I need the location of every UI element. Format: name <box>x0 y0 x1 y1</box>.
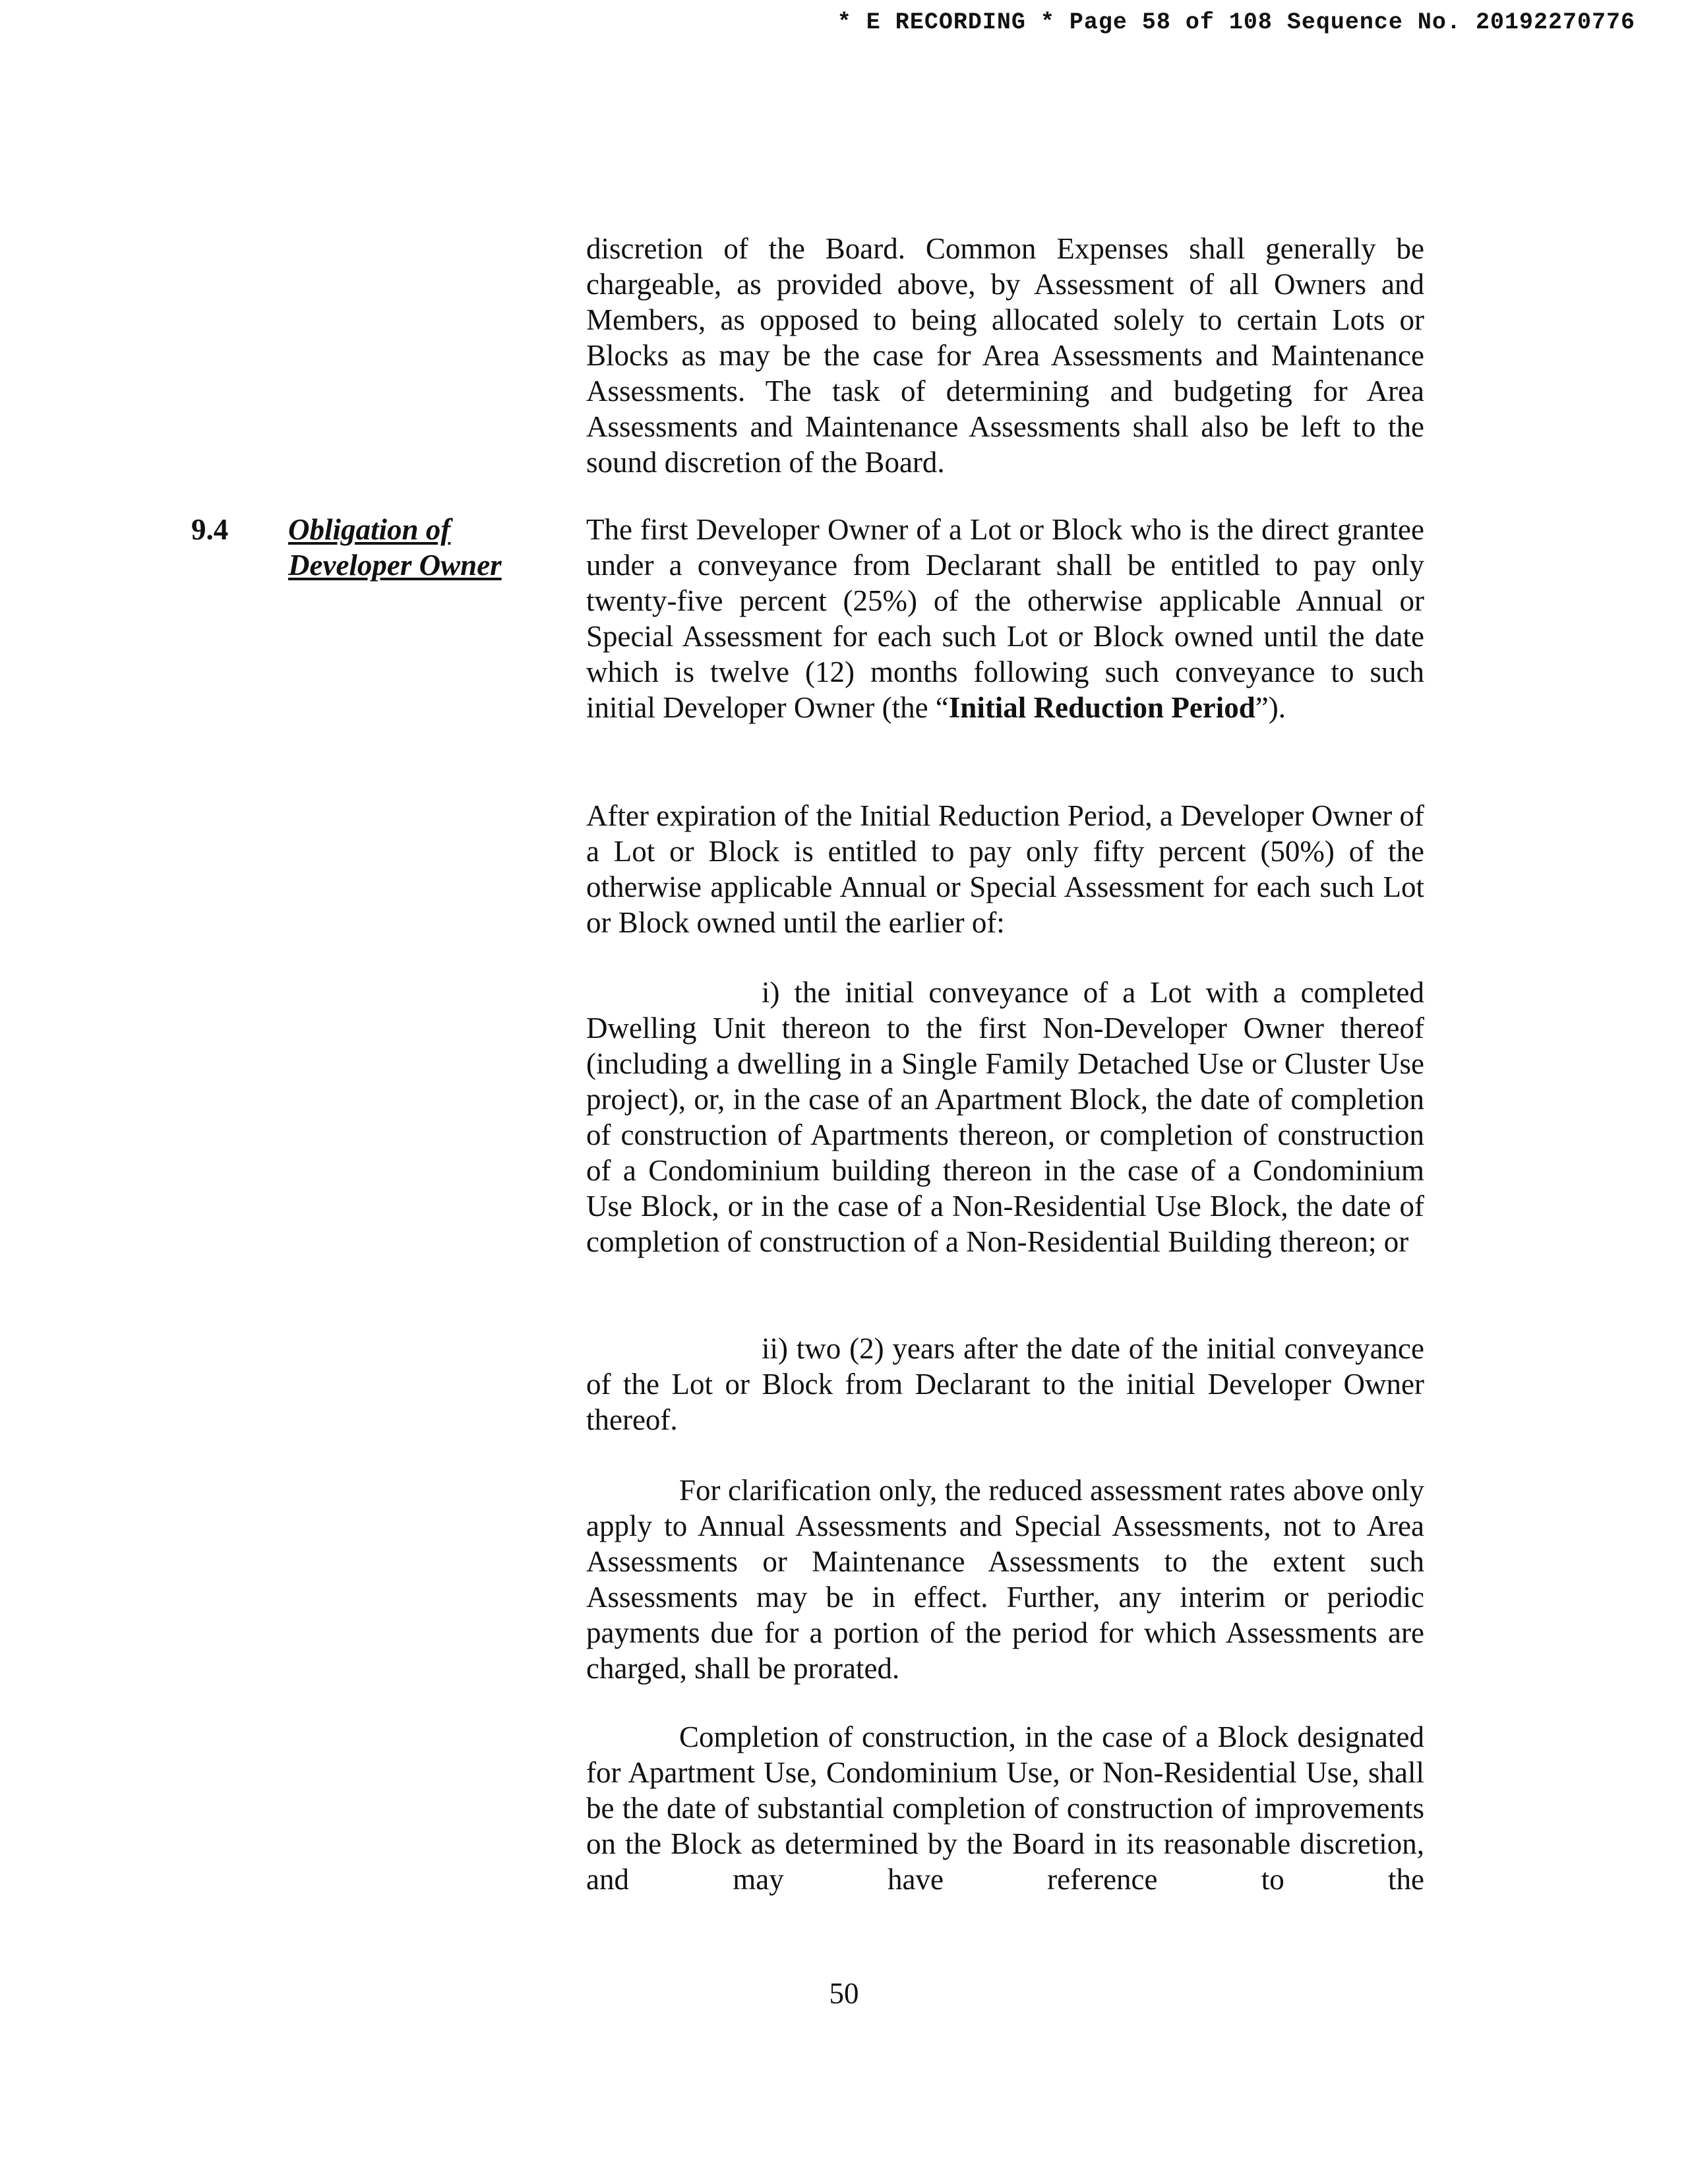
defined-term-initial-reduction-period: Initial Reduction Period <box>948 691 1255 724</box>
section-title-line-2: Developer Owner <box>288 549 502 582</box>
section-number: 9.4 <box>191 513 229 546</box>
continuation-paragraph: discretion of the Board. Common Expenses shall generally be chargeable, as provided above, by Assessment of all Owners and Members, as opposed to being allocated solely to certain Lots or Blocks as may be the case for Area Assessments and Maintenance Assessments. The task of determining and budgeting for Area Assessments and Maintenance Assessments shall also be left to the sound discretion of the Board. <box>586 232 1424 479</box>
paragraph-1-closing: ”). <box>1255 691 1286 724</box>
list-item-i: i) the initial conveyance of a Lot with a completed Dwelling Unit thereon to the first Non-Developer Owner thereof (including a dwelling in a Single Family Detached Use or Cluster Use project), or, in the case of an Apartment Block, the date of completion of construction of Apartments thereon, or completion of construction of a Condominium building thereon in the case of a Condominium Use Block, or in the case of a Non-Residential Use Block, the date of completion of construction of a Non-Residential Building thereon; or <box>586 976 1424 1258</box>
section-paragraph-2: After expiration of the Initial Reduction Period, a Developer Owner of a Lot or Block is entitled to pay only fifty percent (50%) of the otherwise applicable Annual or Special Assessment for each such Lot or Block owned until the earlier of: <box>586 799 1424 939</box>
recording-header: * E RECORDING * Page 58 of 108 Sequence No. 20192270776 <box>837 9 1635 36</box>
page-number: 50 <box>829 1977 859 2010</box>
paragraph-1-text: The first Developer Owner of a Lot or Block who is the direct grantee under a conveyance from Declarant shall be entitled to pay only twenty-five percent (25%) of the otherwise applicable Annual or Special Assessment for each such Lot or Block owned until the date which is twelve (12) months following such conveyance to such initial Developer Owner (the “ <box>586 513 1424 724</box>
section-title-line-1: Obligation of <box>288 513 451 546</box>
section-paragraph-1 <box>586 512 1424 725</box>
section-paragraph-3: For clarification only, the reduced assessment rates above only apply to Annual Assessments and Special Assessments, not to Area Assessments or Maintenance Assessments to the extent such Assessments may be in effect. Further, any interim or periodic payments due for a portion of the period for which Assessments are charged, shall be prorated. <box>586 1474 1424 1685</box>
list-item-ii: ii) two (2) years after the date of the initial conveyance of the Lot or Block from Declarant to the initial Developer Owner thereof. <box>586 1332 1424 1436</box>
section-title <box>288 512 502 583</box>
section-paragraph-4: Completion of construction, in the case of a Block designated for Apartment Use, Condominium Use, or Non-Residential Use, shall be the date of substantial completion of construction of improvements on the Block as determined by the Board in its reasonable discretion, and may have reference to the <box>586 1720 1424 1896</box>
